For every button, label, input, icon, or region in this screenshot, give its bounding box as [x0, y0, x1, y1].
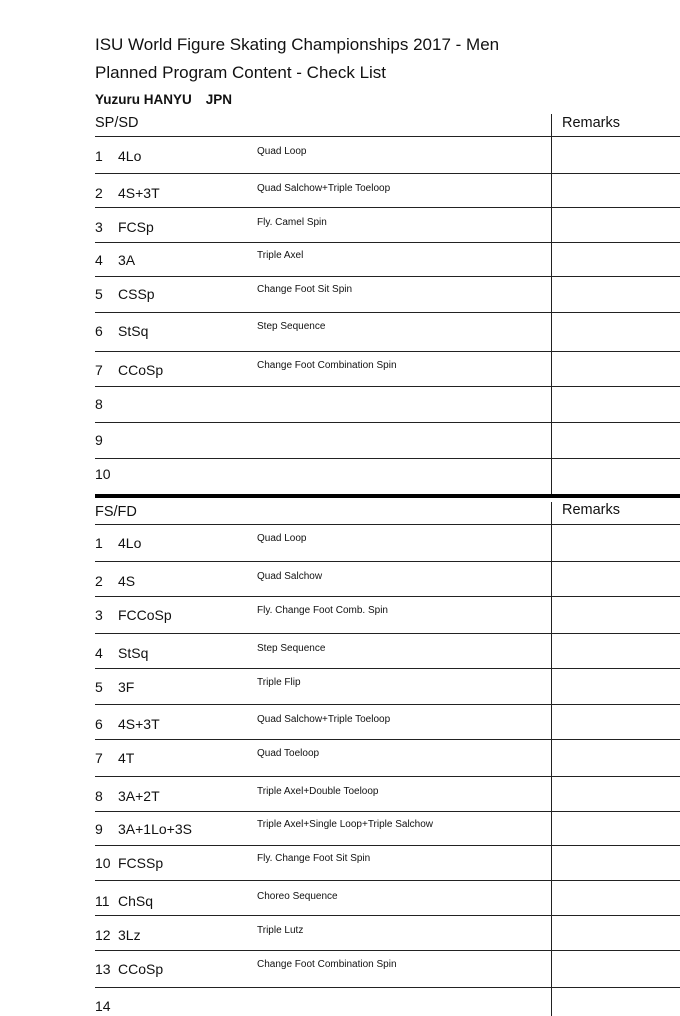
element-number: 8 [95, 396, 103, 412]
element-code: 3A [118, 252, 136, 268]
skater-nation: JPN [205, 92, 233, 107]
element-description: Choreo Sequence [257, 891, 338, 902]
element-description: Fly. Change Foot Sit Spin [257, 853, 371, 864]
element-number: 9 [95, 821, 103, 837]
element-code: 4S [118, 573, 136, 589]
element-number: 1 [95, 148, 103, 164]
element-code: FCSSp [118, 855, 164, 871]
element-description: Triple Axel [257, 250, 304, 261]
element-description: Change Foot Sit Spin [257, 284, 353, 295]
row-divider [95, 596, 680, 597]
element-description: Step Sequence [257, 321, 326, 332]
element-number: 10 [95, 466, 111, 482]
section-divider [95, 494, 680, 498]
section-label-sp: SP/SD [95, 115, 139, 131]
row-divider [95, 351, 680, 352]
row-divider [95, 739, 680, 740]
document-subtitle: Planned Program Content - Check List [95, 63, 387, 82]
element-code: 4T [118, 750, 135, 766]
element-number: 12 [95, 927, 111, 943]
element-number: 3 [95, 219, 103, 235]
element-code: FCSp [118, 219, 154, 235]
element-description: Fly. Change Foot Comb. Spin [257, 605, 388, 616]
row-divider [95, 776, 680, 777]
element-code: CCoSp [118, 961, 164, 977]
skater-info [95, 92, 232, 107]
row-divider [95, 950, 680, 951]
element-number: 10 [95, 855, 111, 871]
element-code: 3A+2T [118, 788, 160, 804]
element-description: Change Foot Combination Spin [257, 360, 397, 371]
section-label-fs: FS/FD [95, 504, 137, 520]
row-divider [95, 242, 680, 243]
remarks-header-fs: Remarks [562, 502, 621, 518]
element-code: StSq [118, 323, 149, 339]
element-description: Quad Salchow+Triple Toeloop [257, 183, 391, 194]
element-number: 14 [95, 998, 111, 1014]
row-divider [95, 987, 680, 988]
element-number: 13 [95, 961, 111, 977]
element-number: 4 [95, 252, 103, 268]
element-description: Triple Flip [257, 677, 301, 688]
remarks-column-divider [551, 502, 552, 1016]
element-description: Triple Lutz [257, 925, 304, 936]
element-code: StSq [118, 645, 149, 661]
skater-name: Yuzuru HANYU [95, 92, 192, 107]
element-number: 11 [95, 893, 110, 909]
element-code: CCoSp [118, 362, 164, 378]
element-number: 2 [95, 573, 103, 589]
element-description: Triple Axel+Double Toeloop [257, 786, 379, 797]
element-code: 3A+1Lo+3S [118, 821, 192, 837]
element-code: 3Lz [118, 927, 141, 943]
row-divider [95, 458, 680, 459]
element-number: 5 [95, 679, 103, 695]
element-code: ChSq [118, 893, 154, 909]
row-divider [95, 915, 680, 916]
element-code: CSSp [118, 286, 155, 302]
row-divider [95, 386, 680, 387]
row-divider [95, 668, 680, 669]
element-number: 7 [95, 750, 103, 766]
element-number: 9 [95, 432, 103, 448]
document-title: ISU World Figure Skating Championships 2017 - Men [95, 35, 500, 54]
element-code: 4Lo [118, 535, 142, 551]
element-number: 5 [95, 286, 103, 302]
element-number: 2 [95, 185, 103, 201]
element-description: Quad Loop [257, 533, 307, 544]
element-description: Quad Loop [257, 146, 307, 157]
element-description: Step Sequence [257, 643, 326, 654]
element-description: Change Foot Combination Spin [257, 959, 397, 970]
element-description: Quad Toeloop [257, 748, 320, 759]
element-description: Fly. Camel Spin [257, 217, 327, 228]
row-divider [95, 173, 680, 174]
element-description: Quad Salchow [257, 571, 323, 582]
remarks-column-divider [551, 114, 552, 494]
row-divider [95, 207, 680, 208]
row-divider [95, 811, 680, 812]
element-code: 4S+3T [118, 716, 160, 732]
row-divider [95, 845, 680, 846]
element-code: FCCoSp [118, 607, 172, 623]
row-divider [95, 880, 680, 881]
row-divider [95, 524, 680, 525]
element-code: 4S+3T [118, 185, 160, 201]
element-description: Quad Salchow+Triple Toeloop [257, 714, 391, 725]
element-description: Triple Axel+Single Loop+Triple Salchow [257, 819, 434, 830]
element-number: 6 [95, 323, 103, 339]
remarks-header-sp: Remarks [562, 115, 621, 131]
element-code: 3F [118, 679, 135, 695]
element-code: 4Lo [118, 148, 142, 164]
row-divider [95, 704, 680, 705]
element-number: 6 [95, 716, 103, 732]
row-divider [95, 136, 680, 137]
element-number: 7 [95, 362, 103, 378]
element-number: 8 [95, 788, 103, 804]
row-divider [95, 422, 680, 423]
row-divider [95, 312, 680, 313]
element-number: 3 [95, 607, 103, 623]
element-number: 4 [95, 645, 103, 661]
element-number: 1 [95, 535, 103, 551]
row-divider [95, 276, 680, 277]
row-divider [95, 561, 680, 562]
row-divider [95, 633, 680, 634]
